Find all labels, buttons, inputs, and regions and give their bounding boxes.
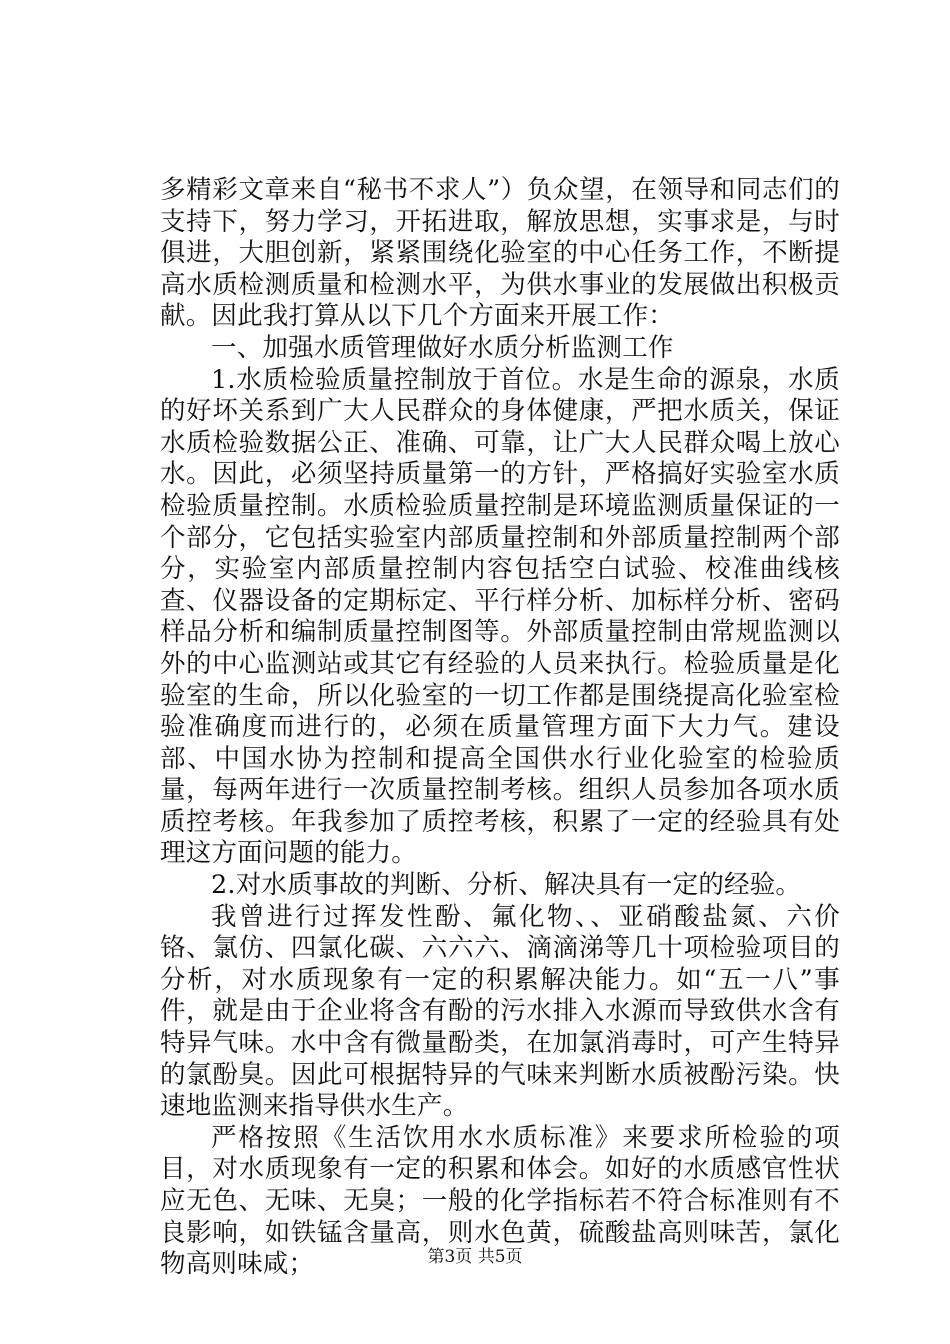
paragraph-3: 1.水质检验质量控制放于首位。水是生命的源泉，水质的好坏关系到广大人民群众的身体健康，严把水质关，保证水质检验数据公正、准确、可靠，让广大人民群众喝上放心水。因此，必须坚持质量第一的方针，严格搞好实验室水质检验质量控制。水质检验质量控制是环境监测质量保证的一个部分，它包括实验室内部质量控制和外部质量控制两个部分，实验室内部质量控制内容包括空白试验、校准曲线核查、仪器设备的定期标定、平行样分析、加标样分析、密码样品分析和编制质量控制图等。外部质量控制由常规监测以外的中心监测站或其它有经验的人员来执行。检验质量是化验室的生命，所以化验室的一切工作都是围绕提高化验室检验准确度而进行的，必须在质量管理方面下大力气。建设部、中国水协为控制和提高全国供水行业化验室的检验质量，每两年进行一次质量控制考核。组织人员参加各项水质质控考核。年我参加了质控考核，积累了一定的经验具有处理这方面问题的能力。: [160, 364, 840, 869]
page-footer: [0, 1246, 950, 1268]
paragraph-1: 多精彩文章来自“秘书不求人”）负众望，在领导和同志们的支持下，努力学习，开拓进取，解放思想，实事求是，与时俱进，大胆创新，紧紧围绕化验室的中心任务工作，不断提高水质检测质量和检测水平，为供水事业的发展做出积极贡献。因此我打算从以下几个方面来开展工作：: [160, 175, 840, 332]
paragraph-heading-1: 一、加强水质管理做好水质分析监测工作: [211, 332, 674, 363]
paragraph-4: 2.对水质事故的判断、分析、解决具有一定的经验。: [211, 870, 802, 901]
page-number-label: 第3页 共5页: [427, 1247, 523, 1267]
paragraph-5: 我曾进行过挥发性酚、氟化物、、亚硝酸盐氮、六价铬、氯仿、四氯化碳、六六六、滴滴涕等几十项检验项目的分析，对水质现象有一定的积累解决能力。如“五一八”事件，就是由于企业将含有酚的污水排入水源而导致供水含有特异气味。水中含有微量酚类，在加氯消毒时，可产生特异的氯酚臭。因此可根据特异的气味来判断水质被酚污染。快速地监测来指导供水生产。: [160, 901, 840, 1122]
paragraph-6: 严格按照《生活饮用水水质标准》来要求所检验的项目，对水质现象有一定的积累和体会。如好的水质感官性状应无色、无味、无臭；一般的化学指标若不符合标准则有不良影响，如铁锰含量高，则水色黄，硫酸盐高则味苦，氯化物高则味咸；: [160, 1122, 840, 1280]
document-body: [160, 175, 840, 1281]
